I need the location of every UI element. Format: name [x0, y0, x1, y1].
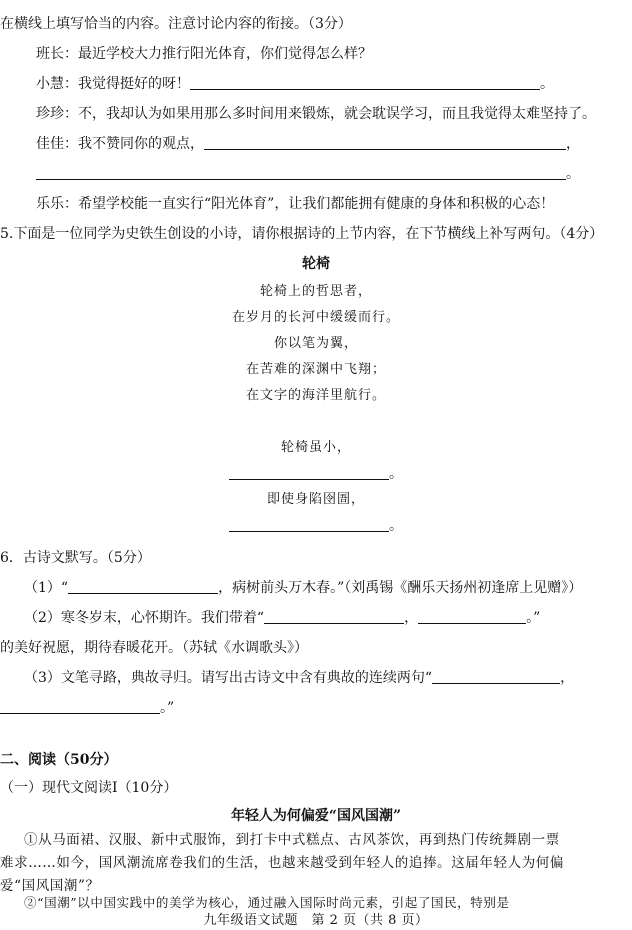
q5-instruction: 5.下面是一位同学为史铁生创设的小诗，请你根据诗的上节内容，在下节横线上补写两句。（4分） [0, 226, 604, 242]
page-footer: 九年级语文试题 第 2 页（共 8 页） [203, 913, 429, 928]
q6-item2-continuation: 的美好祝愿，期待春暖花开。（苏轼《水调歌头》） [0, 640, 308, 656]
poem-line: 轮椅上的哲思者， [259, 284, 372, 299]
q4-line-monitor: 班长：最近学校大力推行阳光体育，你们觉得怎么样？ [36, 46, 372, 62]
answer-blank[interactable] [229, 465, 389, 480]
q4-line-zhenzhen: 珍珍：不，我却认为如果用那么多时间用来锻炼，就会耽误学习，而且我觉得太难坚持了。 [36, 106, 596, 122]
poem-blank-line-2 [0, 516, 632, 536]
q6-item1-text: ，病树前头万木春。”（刘禹锡《酬乐天扬州初逢席上见赠》） [218, 580, 583, 596]
poem-title: 轮椅 [302, 256, 330, 272]
q6-item-3 [0, 668, 632, 688]
answer-blank[interactable] [36, 165, 566, 180]
answer-blank[interactable] [264, 609, 404, 624]
answer-blank[interactable] [190, 75, 540, 90]
q4-jiajia-text: 佳佳：我不赞同你的观点， [36, 136, 204, 152]
q6-item3-end: 。” [160, 700, 175, 716]
q6-item2-text: （2）寒冬岁末，心怀期许。我们带着“ [24, 610, 265, 626]
q4-end-mark-2: 。 [566, 166, 580, 182]
q4-line-lele: 乐乐：希望学校能一直实行“阳光体育”，让我们都能拥有健康的身体和积极的心态！ [36, 196, 555, 212]
q6-item1-num: （1）“ [24, 580, 69, 596]
poem-line: 即使身陷囹圄， [266, 492, 365, 507]
q6-item2-comma: ， [404, 610, 419, 626]
q4-line-xiaohui [0, 74, 632, 94]
answer-blank[interactable] [68, 579, 218, 594]
section-heading: 二、阅读（50分） [0, 752, 118, 768]
subsection-heading: （一）现代文阅读Ⅰ（10分） [0, 780, 178, 796]
poem-line: 你以笔为翼， [273, 336, 358, 351]
answer-blank[interactable] [432, 669, 560, 684]
poem-end-mark-2: 。 [389, 518, 403, 534]
q4-end-mark: 。 [540, 76, 554, 92]
article-paragraph-line: ②“国潮”以中国实践中的美学为核心，通过融入国际时尚元素，引起了国民，特别是 [24, 895, 510, 910]
q4-line-continuation [0, 164, 632, 184]
q6-instruction: 6．古诗文默写。（5分） [0, 550, 151, 566]
article-paragraph-line: 难求……如今，国风潮流席卷我们的生活，也越来越受到年轻人的追捧。这届年轻人为何偏 [0, 855, 564, 871]
article-title: 年轻人为何偏爱“国风国潮” [230, 808, 402, 824]
answer-blank[interactable] [229, 517, 389, 532]
q6-item3-comma: ， [560, 670, 575, 686]
q4-comma: ， [566, 136, 580, 152]
q6-item2-end: 。” [526, 610, 541, 626]
poem-blank-line-1 [0, 464, 632, 484]
poem-line: 轮椅虽小， [280, 440, 351, 455]
q6-item3-continuation [0, 698, 632, 718]
poem-line: 在文字的海洋里航行。 [245, 388, 386, 403]
poem-end-mark: 。 [389, 466, 403, 482]
article-paragraph-line: 爱“国风国潮”？ [0, 878, 100, 894]
q6-item-2 [0, 608, 632, 628]
answer-blank[interactable] [0, 699, 160, 714]
poem-line: 在岁月的长河中缓缓而行。 [231, 310, 400, 325]
article-paragraph-line: ①从马面裙、汉服、新中式服饰，到打卡中式糕点、古风茶饮，再到热门传统舞剧一票 [24, 832, 560, 848]
q4-xiaohui-text: 小慧：我觉得挺好的呀！ [36, 76, 190, 92]
q4-line-jiajia [0, 134, 632, 154]
answer-blank[interactable] [418, 609, 526, 624]
q6-item-1 [0, 578, 632, 598]
q4-instruction: 在横线上填写恰当的内容。注意讨论内容的衔接。（3分） [0, 16, 352, 32]
answer-blank[interactable] [204, 135, 566, 150]
q6-item3-text: （3）文笔寻路，典故寻归。请写出古诗文中含有典故的连续两句“ [24, 670, 433, 686]
poem-line: 在苦难的深渊中飞翔； [245, 362, 386, 377]
